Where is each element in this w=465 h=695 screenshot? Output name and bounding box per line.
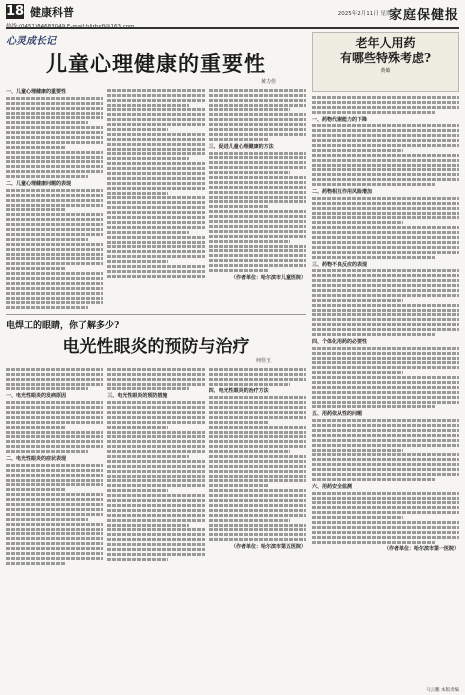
article-kicker: 电焊工的眼睛，你了解多少? bbox=[6, 321, 120, 331]
subhead: 四、电光性眼炎的治疗方法 bbox=[208, 388, 269, 395]
subhead: 三、电光性眼炎的预防措施 bbox=[107, 393, 168, 400]
issue-date: 2025年2月11日 星期三 bbox=[337, 11, 397, 17]
page-number: 18 bbox=[6, 4, 25, 19]
article-title: 电光性眼炎的预防与治疗 bbox=[62, 337, 250, 357]
column-title: 家庭保健报 bbox=[388, 8, 459, 23]
article-byline: 黄力佳 bbox=[260, 79, 276, 85]
subhead: 三、药物不良反应的表现 bbox=[312, 261, 368, 268]
subhead: 三、促进儿童心理健康的方法 bbox=[208, 143, 274, 150]
section-title: 健康科普 bbox=[30, 6, 74, 19]
article-child-mental-health bbox=[6, 32, 306, 310]
subhead: 六、用药安全监测 bbox=[312, 483, 353, 490]
article-byline: 黄敏 bbox=[380, 68, 391, 74]
article-column bbox=[209, 366, 306, 567]
article-title: 儿童心理健康的重要性 bbox=[46, 51, 266, 76]
article-byline: 何佳玉 bbox=[255, 358, 271, 364]
article-elderly-medication bbox=[312, 32, 459, 687]
header-rule bbox=[6, 27, 459, 29]
article-kicker: 心灵成长记 bbox=[6, 36, 56, 47]
subhead: 一、儿童心理健康的重要性 bbox=[6, 89, 67, 95]
subhead: 一、电光性眼炎的发病原因 bbox=[6, 393, 67, 400]
title-box bbox=[312, 32, 459, 92]
subhead: 四、个体化用药的必要性 bbox=[312, 338, 368, 345]
article-electric-ophthalmia bbox=[6, 314, 306, 687]
page-header bbox=[6, 4, 459, 34]
page-footer: 马云鹏 本版责编 bbox=[426, 688, 459, 693]
article-column bbox=[6, 366, 103, 567]
subhead: 二、电光性眼炎的症状表现 bbox=[6, 456, 67, 463]
article-body bbox=[312, 96, 459, 552]
article-column bbox=[107, 87, 204, 311]
article-column bbox=[209, 87, 306, 311]
subhead: 一、药物代谢能力的下降 bbox=[312, 116, 368, 123]
article-note: （作者单位：哈尔滨市儿童医院） bbox=[230, 274, 306, 281]
article-note: （作者单位：哈尔滨市第五医院） bbox=[230, 544, 306, 551]
article-column bbox=[6, 87, 103, 311]
subhead: 二、药物相互作用风险增加 bbox=[312, 189, 373, 196]
subhead: 五、用药依从性的问题 bbox=[312, 411, 363, 418]
article-note: （作者单位：哈尔滨市第一医院） bbox=[383, 546, 459, 553]
subhead: 二、儿童心理健康问题的表现 bbox=[6, 181, 72, 188]
article-title: 老年人用药 有哪些特殊考虑? bbox=[339, 36, 432, 65]
article-column bbox=[107, 366, 204, 567]
